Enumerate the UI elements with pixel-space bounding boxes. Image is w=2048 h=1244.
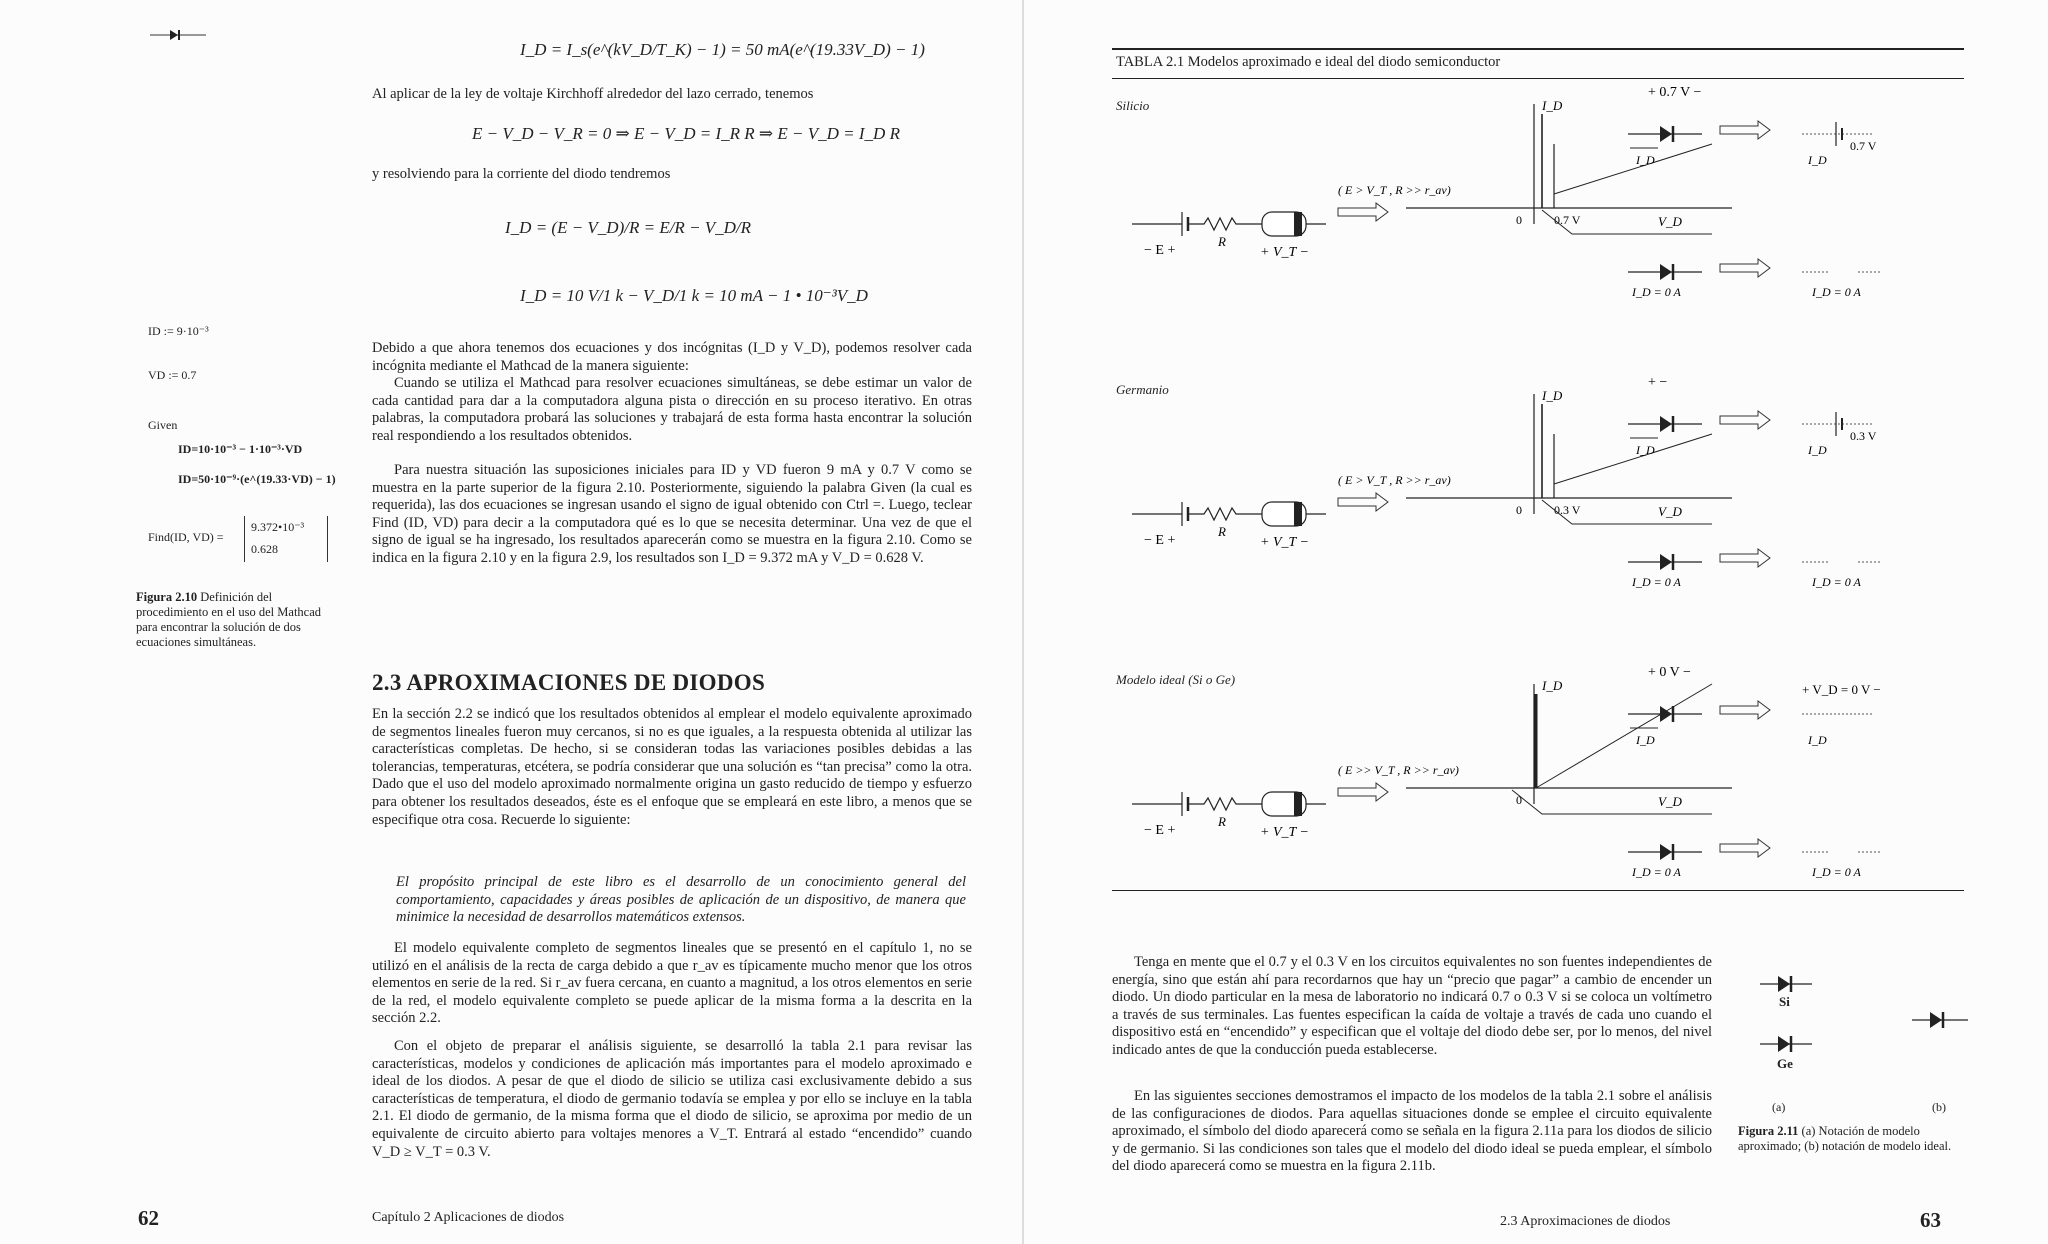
condition-label: ( E >> V_T , R >> r_av) [1338,763,1459,777]
paragraph-tabla-2-1: Con el objeto de preparar el análisis siguiente, se desarrolló la tabla 2.1 para revisar las características, modelos y condiciones de aplicación más importantes para el modelo aproximado e ideal de los diodos. A pesar de que el diodo de silicio se utiliza casi exclusivamente debido a sus características de temperatura, el diodo de germanio todavía se emplea y por ello se incluye en la tabla 2.1. El diodo de germanio, de la misma forma que el diodo de silicio, se aproxima por medio de un equivalente de circuito abierto para voltajes menores a V_T. Entrará al estado “encendido” cuando V_D ≥ V_T = 0.3 V. [372,1038,972,1160]
open-current-label: I_D = 0 A [1812,285,1861,299]
open-current-label: I_D = 0 A [1812,575,1861,589]
model-diagrams [1112,84,1972,904]
diode-ideal-symbol [1912,1012,1968,1028]
model-current-label: I_D [1808,153,1827,167]
equation-id-numeric: I_D = 10 V/1 k − V_D/1 k = 10 mA − 1 • 10⁻³V_D [520,286,868,305]
id-axis-label: I_D [1542,98,1563,113]
table-title: TABLA 2.1 Modelos aproximado e ideal del diodo semiconductor [1116,54,1501,70]
quote-proposito: El propósito principal de este libro es el desarrollo de un conocimiento general del comportamiento, capacidades y áreas posibles de aplicación de un dispositivo, de manera que minimice la necesidad de desarrollos matemáticos extensos. [396,874,966,926]
fig-2-11-ge-label: Ge [1777,1056,1793,1071]
on-diode [1660,126,1672,142]
paragraph-kirchhoff: Al aplicar de la ley de voltaje Kirchhoff alrededor del lazo cerrado, tenemos [372,86,814,102]
section-heading: 2.3 APROXIMACIONES DE DIODOS [372,670,766,695]
vt-tick-label: 0 [1516,503,1522,517]
diode-band [1294,792,1302,816]
paragraph-modelo-completo: El modelo equivalente completo de segmentos lineales que se presentó en el capítulo 1, no se utilizó en el análisis de la recta de carga debido a que r_av es típicamente mucho menor que los otros elementos en serie de la red. Si r_av fuera cercana, en cuanto a magnitud, a los otros elementos en serie de la red, el modelo equivalente completo se puede aplicar de la misma forma a la descrita en la sección 2.2. [372,940,972,1027]
right-page [1024,0,2048,1244]
condition-arrow [1338,203,1388,221]
page-number-right: 63 [1920,1208,1941,1232]
paragraph-fuentes: Tenga en mente que el 0.7 y el 0.3 V en los circuitos equivalentes no son fuentes independientes de energía, sino que están ahí para recordarnos que hay un “precio que pagar” a cambio de encender un diodo. Un diodo particular en la mesa de laboratorio no indicará 0.7 o 0.3 V si se coloca un voltímetro a través de sus terminales. Las fuentes especifican la caída de voltaje a través de cada uno cuando el dispositivo está en “encendido” y especifican que el voltaje del diodo debe ser, por lo menos, del nivel indicado antes de que la conducción pueda establecerse. [1112,954,1712,1058]
model-voltage-label: 0.3 V [1850,429,1877,443]
figure-2-10-caption [136,590,341,650]
vt-label: + V_T − [1260,535,1309,550]
off-current-label: I_D = 0 A [1632,865,1681,879]
vt-value-label: 0.3 V [1554,503,1581,517]
off-diode [1660,554,1672,570]
on-current-label: I_D [1636,153,1655,167]
resistor-symbol [1188,218,1262,230]
source-label: − E + [1144,823,1176,838]
fig-2-11-b-label: (b) [1932,1100,1946,1114]
page-number-left: 62 [138,1206,159,1230]
paragraph-siguientes: En las siguientes secciones demostramos el impacto de los modelos de la tabla 2.1 sobre el análisis de las configuraciones de diodos. Para aquellas situaciones donde se emplee el circuito equivalente aproximado, el símbolo del diodo aparecerá como se señala en la figura 2.11a para los diodos de silicio y de germanio. Si las condiciones son tales que el modelo del diodo ideal se pueda emplear, el símbolo del diodo aparecerá como se muestra en la figura 2.11b. [1112,1088,1712,1175]
resistor-label: R [1218,524,1226,539]
resistor-label: R [1218,234,1226,249]
on-voltage-label: + − [1648,375,1668,390]
mathcad-result-vd: 0.628 [251,542,278,556]
table-top-rule [1112,48,1964,50]
vd-axis-label: V_D [1658,504,1682,519]
equation-id-fraction: I_D = (E − V_D)/R = E/R − V_D/R [505,218,752,237]
off-region-line [1512,790,1712,814]
footer-left: Capítulo 2 Aplicaciones de diodos [372,1210,565,1225]
on-voltage-label: + 0.7 V − [1648,85,1702,100]
resistor-label: R [1218,814,1226,829]
diode-ge-symbol [1760,1036,1812,1052]
fig-2-11-si-label: Si [1779,994,1790,1009]
table-title-rule [1112,78,1964,79]
model-voltage-label: 0.7 V [1850,139,1877,153]
paragraph-ecuaciones: Debido a que ahora tenemos dos ecuaciones y dos incógnitas (I_D y V_D), podemos resolver cada incógnita mediante el Mathcad de la manera siguiente: [372,340,972,374]
id-axis-label: I_D [1542,388,1563,403]
paragraph-suposiciones: Para nuestra situación las suposiciones iniciales para ID y VD fueron 9 mA y 0.7 V como se muestra en la parte superior de la figura 2.10. Posteriormente, siguiendo la palabra Given (la cual es requerida), las dos ecuaciones se ingresan usando el signo de igual obtenido con Ctrl =. Luego, teclear Find (ID, VD) para decir a la computadora qué es lo que se necesita determinar. Una vez de que el signo de igual se ha ingresado, los resultados aparecerán como se muestra en la figura 2.10. Como se indica en la figura 2.10 y en la figura 2.9, los resultados son I_D = 9.372 mA y V_D = 0.628 V. [372,462,972,566]
vt-label: + V_T − [1260,245,1309,260]
vt-label: + V_T − [1260,825,1309,840]
equation-diode-current: I_D = I_s(e^(kV_D/T_K) − 1) = 50 mA(e^(19.33V_D) − 1) [520,40,925,59]
vt-tick-label: 0 [1516,793,1522,807]
equation-kvl: E − V_D − V_R = 0 ⇒ E − V_D = I_R R ⇒ E − V_D = I_D R [472,124,900,143]
on-equivalence-arrow [1720,411,1770,429]
mathcad-equation-b: ID=50·10⁻⁹·(e^(19.33·VD) − 1) [178,472,336,486]
resistor-symbol [1188,508,1262,520]
footer-right: 2.3 Aproximaciones de diodos [1500,1214,1671,1229]
condition-arrow [1338,783,1388,801]
figure-2-10-label: Figura 2.10 [136,590,198,604]
figure-2-11-text: (a) Notación de modelo aproximado; (b) notación de modelo ideal. [1738,1124,1952,1153]
paragraph-mathcad-estimar: Cuando se utiliza el Mathcad para resolver ecuaciones simultáneas, se debe estimar un valor de cada cantidad para dar a la computadora alguna pista o dirección en su proceso iterativo. En otras palabras, la computadora probará las soluciones y trabajará de esta forma hasta encontrar la solución real respondiendo a los resultados obtenidos. [372,375,972,444]
mathcad-result-matrix [244,516,328,562]
model-current-label: I_D [1808,443,1827,457]
vd-axis-label: V_D [1658,214,1682,229]
figure-2-11-label: Figura 2.11 [1738,1124,1799,1138]
mathcad-given: Given [148,418,178,432]
figure-2-10-text: Definición del procedimiento en el uso del Mathcad para encontrar la solución de dos ecuaciones simultáneas. [136,590,322,649]
on-current-label: I_D [1636,733,1655,747]
off-equivalence-arrow [1720,839,1770,857]
paragraph-seccion-intro: En la sección 2.2 se indicó que los resultados obtenidos al emplear el modelo equivalente aproximado de segmentos lineales fueron muy cercanos, si no es que iguales, a la respuesta obtenida al utilizar las características completas. De hecho, si se consideran todas las variaciones posibles debidas a las tolerancias, temperaturas, etcétera, se podría considerar que una solución es “tan precisa” como la otra. Dado que el uso del modelo aproximado normalmente origina un gasto reducido de tiempo y esfuerzo para obtener los resultados deseados, éste es el enfoque que se empleará en este libro, a menos que se especifique otra cosa. Recuerde lo siguiente: [372,706,972,828]
on-current-label: I_D [1636,443,1655,457]
mathcad-result-id: 9.372•10⁻³ [251,520,305,534]
id-axis-label: I_D [1542,678,1563,693]
row-label-ideal: Modelo ideal (Si o Ge) [1116,672,1236,687]
open-current-label: I_D = 0 A [1812,865,1861,879]
off-equivalence-arrow [1720,259,1770,277]
figure-2-11-caption [1738,1124,1958,1154]
resistor-symbol [1188,798,1262,810]
row-label-germanio: Germanio [1116,382,1169,397]
condition-arrow [1338,493,1388,511]
diode-si-symbol [1760,976,1812,992]
vt-tick-label: 0 [1516,213,1522,227]
row-label-silicio: Silicio [1116,98,1150,113]
on-equivalence-arrow [1720,701,1770,719]
fig-2-11-a-label: (a) [1772,1100,1786,1114]
mathcad-equation-a: ID=10·10⁻³ − 1·10⁻³·VD [178,442,303,456]
off-current-label: I_D = 0 A [1632,285,1681,299]
on-slope-line [1554,144,1712,194]
diode-margin-icon [148,28,208,42]
off-diode [1660,844,1672,860]
table-bottom-rule [1112,890,1964,891]
model-current-label: I_D [1808,733,1827,747]
condition-label: ( E > V_T , R >> r_av) [1338,183,1451,197]
on-slope-line [1554,434,1712,484]
on-equivalence-arrow [1720,121,1770,139]
vt-value-label: 0.7 V [1554,213,1581,227]
off-diode [1660,264,1672,280]
off-equivalence-arrow [1720,549,1770,567]
mathcad-vd-init: VD := 0.7 [148,368,197,382]
on-slope-line [1536,684,1712,788]
diode-band [1294,502,1302,526]
on-voltage-label: + 0 V − [1648,665,1691,680]
condition-label: ( E > V_T , R >> r_av) [1338,473,1451,487]
diode-band [1294,212,1302,236]
source-label: − E + [1144,243,1176,258]
on-diode [1660,416,1672,432]
paragraph-resolviendo: y resolviendo para la corriente del diodo tendremos [372,166,671,182]
model-voltage-label: + V_D = 0 V − [1802,682,1881,697]
mathcad-find: Find(ID, VD) = [148,530,224,544]
vd-axis-label: V_D [1658,794,1682,809]
mathcad-id-init: ID := 9·10⁻³ [148,324,209,338]
source-label: − E + [1144,533,1176,548]
off-current-label: I_D = 0 A [1632,575,1681,589]
